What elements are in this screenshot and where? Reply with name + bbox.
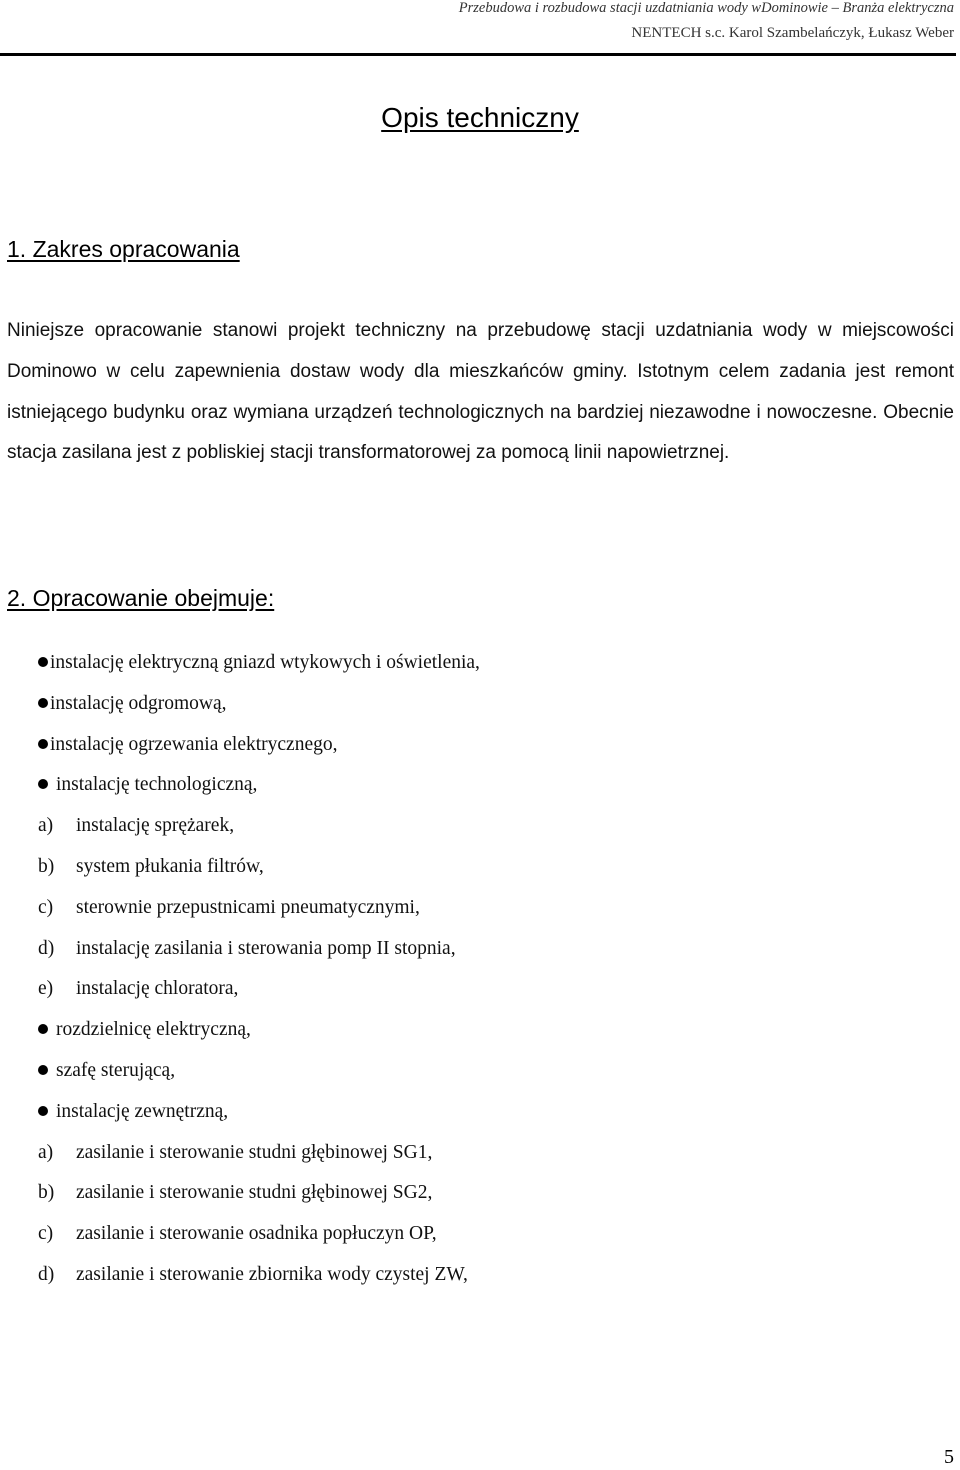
list-item-text: instalację ogrzewania elektrycznego, (50, 733, 338, 755)
page-header (0, 0, 956, 56)
list-item-marker: c) (38, 1223, 54, 1245)
list-item-text: rozdzielnicę elektryczną, (56, 1019, 251, 1041)
list-item-text: instalację zasilania i sterowania pomp II stopnia, (76, 937, 456, 959)
list-item-marker: a) (38, 1141, 54, 1163)
header-company: NENTECH s.c. Karol Szambelańczyk, Łukasz Weber (631, 25, 954, 41)
list-item-text: instalację technologiczną, (56, 774, 258, 796)
list-item-text: instalację sprężarek, (76, 815, 235, 837)
bullet-icon (38, 1065, 48, 1075)
list-item-text: instalację odgromową, (50, 692, 227, 714)
list-item-text: instalację elektryczną gniazd wtykowych i oświetlenia, (50, 652, 480, 673)
list-item (38, 847, 480, 888)
list-item-text: zasilanie i sterowanie zbiornika wody czystej ZW, (76, 1263, 468, 1285)
list-item (38, 1133, 480, 1174)
contents-list (38, 643, 480, 1296)
scope-paragraph: Niniejsze opracowanie stanowi projekt techniczny na przebudowę stacji uzdatniania wody w miejscowości Dominowo w celu zapewnienia dostaw wody dla mieszkańców gminy. Istotnym celem zadania jest remont istniejącego budynku oraz wymiana urządzeń technologicznych na bardziej niezawodne i nowoczesne. Obecnie stacja zasilana jest z pobliskiej stacji transformatorowej za pomocą linii napowietrznej. (7, 320, 954, 464)
list-item-text: system płukania filtrów, (76, 855, 264, 877)
list-item-marker: b) (38, 855, 55, 877)
list-item-marker: d) (38, 937, 55, 959)
list-item-text: zasilanie i sterowanie osadnika popłuczyn OP, (76, 1223, 437, 1245)
list-item (38, 1010, 480, 1051)
section-heading-scope: 1. Zakres opracowania (7, 236, 240, 262)
list-item (38, 643, 480, 684)
bullet-icon (38, 1024, 48, 1034)
list-item (38, 684, 480, 725)
section-heading-contents: 2. Opracowanie obejmuje: (7, 585, 275, 611)
list-item (38, 1051, 480, 1092)
list-item (38, 725, 480, 766)
list-item (38, 765, 480, 806)
bullet-icon (38, 739, 48, 749)
list-item-text: instalację chloratora, (76, 978, 239, 1000)
bullet-icon (38, 698, 48, 708)
list-item (38, 1092, 480, 1133)
list-item-marker: d) (38, 1263, 55, 1285)
list-item-marker: a) (38, 815, 54, 837)
list-item-text: szafę sterującą, (56, 1059, 176, 1081)
list-item-marker: b) (38, 1182, 55, 1204)
document-title: Opis techniczny (381, 102, 579, 133)
list-item-marker: c) (38, 896, 54, 918)
list-item (38, 929, 480, 970)
list-item-text: zasilanie i sterowanie studni głębinowej SG1, (76, 1141, 433, 1163)
list-item-text: instalację zewnętrzną, (56, 1100, 229, 1122)
bullet-icon (38, 779, 48, 789)
bullet-icon (38, 1106, 48, 1116)
list-item (38, 1214, 480, 1255)
list-item (38, 969, 480, 1010)
page-number: 5 (944, 1446, 954, 1468)
bullet-icon (38, 657, 48, 667)
list-item-marker: e) (38, 978, 54, 1000)
header-project-title: Przebudowa i rozbudowa stacji uzdatniania wody wDominowie – Branża elektryczna (458, 0, 954, 16)
list-item (38, 1255, 480, 1296)
list-item (38, 1173, 480, 1214)
list-item (38, 888, 480, 929)
list-item-text: sterownie przepustnicami pneumatycznymi, (76, 896, 420, 918)
list-item (38, 806, 480, 847)
list-item-text: zasilanie i sterowanie studni głębinowej SG2, (76, 1182, 433, 1204)
